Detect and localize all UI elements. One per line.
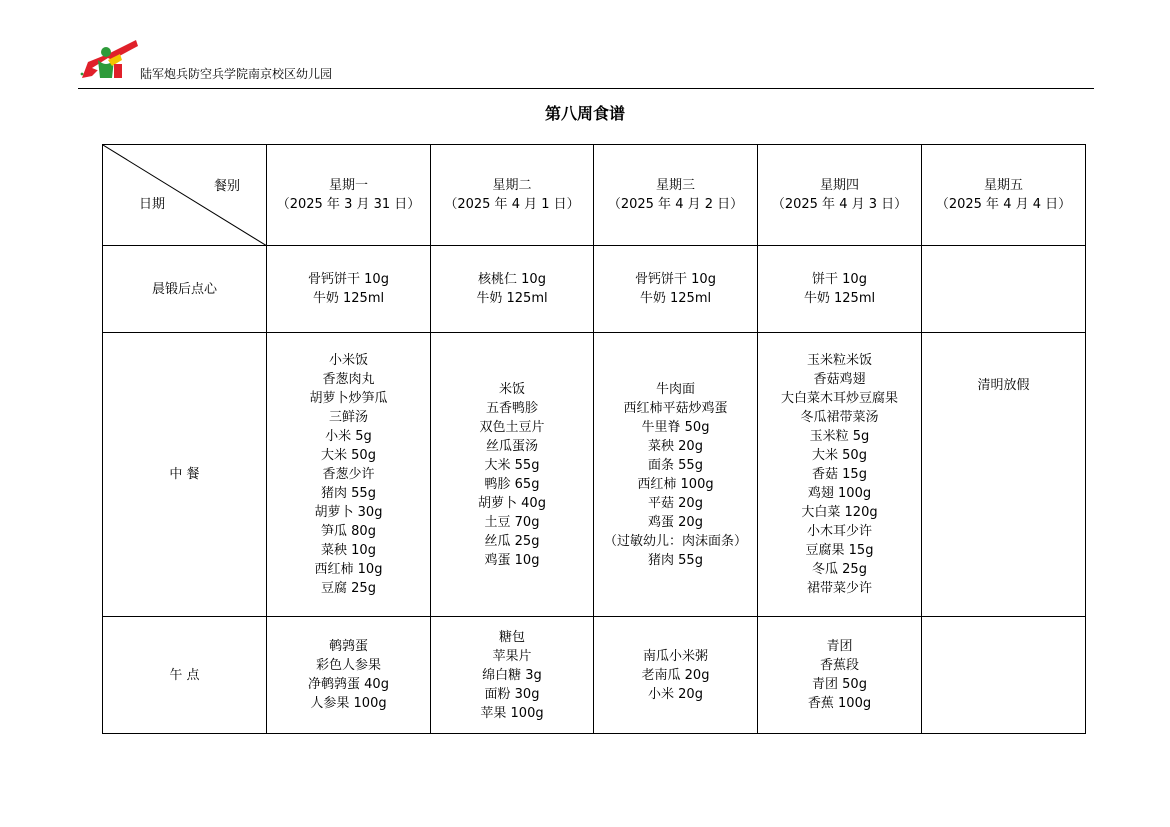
menu-item: 丝瓜 25g: [484, 533, 540, 549]
menu-item: 香葱少许: [322, 467, 375, 482]
day-header-thursday: [758, 145, 922, 246]
menu-items: [604, 380, 747, 570]
day-date: （2025 年 4 月 4 日）: [935, 197, 1072, 212]
menu-cell: [431, 246, 594, 333]
menu-item: 青团: [826, 639, 853, 654]
menu-item: 冬瓜裙带菜汤: [800, 410, 879, 425]
menu-item: 彩色人参果: [315, 658, 381, 673]
school-name: 陆军炮兵防空兵学院南京校区幼儿园: [140, 67, 333, 81]
menu-item: 牛里脊 50g: [641, 419, 710, 435]
menu-item: 平菇 20g: [648, 495, 703, 511]
menu-item: 南瓜小米粥: [642, 648, 708, 664]
menu-item: 青团 50g: [812, 677, 867, 692]
day-header-monday: [267, 145, 431, 246]
menu-items: [977, 376, 1029, 395]
menu-item: 裙带菜少许: [806, 581, 872, 596]
day-name: 星期五: [983, 178, 1023, 193]
menu-item: 清明放假: [977, 378, 1030, 393]
menu-cell: [267, 617, 431, 734]
menu-item: 绵白糖 3g: [482, 667, 542, 683]
menu-item: 核桃仁 10g: [478, 272, 546, 287]
header-row: [103, 145, 1086, 246]
menu-cell: [594, 333, 758, 617]
menu-cell: [594, 246, 758, 333]
menu-item: 人参果 100g: [310, 696, 387, 711]
menu-item: 香菇 15g: [812, 467, 867, 482]
menu-cell: [267, 246, 431, 333]
menu-items: [478, 380, 546, 570]
menu-item: 三鲜汤: [328, 410, 368, 425]
menu-item: 小米 5g: [325, 429, 372, 444]
menu-item: 胡萝卜 30g: [314, 505, 383, 520]
menu-item: （过敏幼儿：肉沫面条）: [603, 533, 747, 549]
menu-item: 西红柿平菇炒鸡蛋: [623, 400, 728, 416]
day-name: 星期二: [492, 178, 532, 193]
menu-cell: [758, 617, 922, 734]
menu-item: 香菇鸡翅: [813, 372, 866, 387]
menu-item: 鸡蛋 10g: [484, 552, 540, 568]
menu-item: 面条 55g: [648, 457, 703, 473]
menu-cell: [758, 246, 922, 333]
weekly-menu-table: [102, 144, 1086, 734]
menu-items: [808, 637, 871, 713]
menu-item: 菜秧 20g: [648, 438, 703, 454]
menu-items: [308, 270, 389, 308]
menu-cell: [758, 333, 922, 617]
menu-item: 西红柿 10g: [314, 562, 383, 577]
menu-item: 鸭胗 65g: [484, 476, 540, 492]
menu-item: 小米 20g: [648, 686, 703, 702]
menu-item: 饼干 10g: [812, 272, 867, 287]
menu-cell: [922, 246, 1086, 333]
menu-item: 五香鸭胗: [485, 400, 538, 416]
menu-cell: [431, 617, 594, 734]
menu-item: 双色土豆片: [479, 419, 545, 435]
menu-item: 牛肉面: [655, 381, 695, 397]
menu-item: 大米 50g: [321, 448, 376, 463]
menu-item: 老南瓜 20g: [641, 667, 710, 683]
menu-item: 鸡翅 100g: [807, 486, 872, 501]
menu-item: 牛奶 125ml: [639, 291, 712, 306]
afternoon-snack-row: [103, 617, 1086, 734]
menu-items: [781, 351, 898, 598]
menu-item: 面粉 30g: [484, 686, 540, 702]
menu-item: 豆腐 25g: [321, 581, 376, 596]
day-date: （2025 年 4 月 2 日）: [607, 197, 744, 212]
row-label: 午 点: [103, 617, 267, 734]
page-title: 第八周食谱: [544, 104, 625, 123]
menu-items: [308, 637, 389, 713]
day-header-tuesday: [431, 145, 594, 246]
menu-item: 猪肉 55g: [321, 486, 376, 501]
menu-item: 笋瓜 80g: [321, 524, 376, 539]
menu-item: 胡萝卜炒笋瓜: [309, 391, 388, 406]
menu-item: 冬瓜 25g: [812, 562, 867, 577]
menu-item: 大白菜木耳炒豆腐果: [780, 391, 898, 406]
menu-item: 胡萝卜 40g: [478, 495, 546, 511]
menu-item: 土豆 70g: [484, 514, 540, 530]
day-header-wednesday: [594, 145, 758, 246]
menu-item: 小木耳少许: [806, 524, 872, 539]
menu-item: 糖包: [498, 629, 525, 645]
menu-item: 玉米粒 5g: [809, 429, 870, 444]
menu-item: 牛奶 125ml: [476, 291, 548, 306]
row-label: 中 餐: [103, 333, 267, 617]
menu-item: 苹果 100g: [480, 705, 544, 721]
menu-item: 香蕉 100g: [807, 696, 872, 711]
day-date: （2025 年 4 月 1 日）: [444, 197, 580, 212]
menu-item: 玉米粒米饭: [806, 353, 872, 368]
menu-items: [480, 628, 543, 723]
day-header-friday: [922, 145, 1086, 246]
menu-item: 苹果片: [492, 648, 532, 664]
menu-item: 骨钙饼干 10g: [308, 272, 389, 287]
menu-item: 米饭: [498, 381, 525, 397]
menu-item: 菜秧 10g: [321, 543, 376, 558]
menu-item: 鸡蛋 20g: [648, 514, 703, 530]
holiday-cell: [922, 333, 1086, 617]
menu-item: 豆腐果 15g: [805, 543, 874, 558]
menu-items: [476, 270, 547, 308]
menu-item: 小米饭: [328, 353, 368, 368]
menu-items: [635, 270, 716, 308]
menu-item: 牛奶 125ml: [803, 291, 876, 306]
date-label: 日期: [139, 197, 166, 212]
menu-items: [642, 647, 710, 704]
menu-item: 鹌鹑蛋: [328, 639, 368, 654]
menu-item: 大米 50g: [812, 448, 867, 463]
lunch-row: [103, 333, 1086, 617]
row-label: 晨锻后点心: [103, 246, 267, 333]
menu-item: 猪肉 55g: [648, 552, 703, 568]
meal-type-label: 餐别: [213, 179, 240, 194]
menu-items: [804, 270, 875, 308]
menu-item: 大白菜 120g: [801, 505, 878, 520]
kindergarten-logo-icon: [78, 38, 138, 84]
page-header: [78, 38, 1094, 89]
diagonal-divider: [103, 145, 267, 246]
menu-item: 丝瓜蛋汤: [485, 438, 538, 454]
day-name: 星期四: [819, 178, 859, 193]
menu-item: 大米 55g: [484, 457, 540, 473]
menu-item: 净鹌鹑蛋 40g: [308, 677, 389, 692]
menu-item: 骨钙饼干 10g: [635, 272, 716, 287]
menu-cell: [594, 617, 758, 734]
menu-items: [309, 351, 387, 598]
corner-header-cell: [103, 145, 267, 246]
day-date: （2025 年 3 月 31 日）: [276, 197, 421, 212]
menu-cell: [431, 333, 594, 617]
day-date: （2025 年 4 月 3 日）: [771, 197, 908, 212]
menu-item: 牛奶 125ml: [312, 291, 385, 306]
day-name: 星期一: [328, 178, 368, 193]
menu-item: 香葱肉丸: [322, 372, 375, 387]
menu-cell: [922, 617, 1086, 734]
day-name: 星期三: [655, 178, 695, 193]
morning-snack-row: [103, 246, 1086, 333]
menu-item: 西红柿 100g: [637, 476, 714, 492]
menu-item: 香蕉段: [819, 658, 859, 673]
menu-cell: [267, 333, 431, 617]
